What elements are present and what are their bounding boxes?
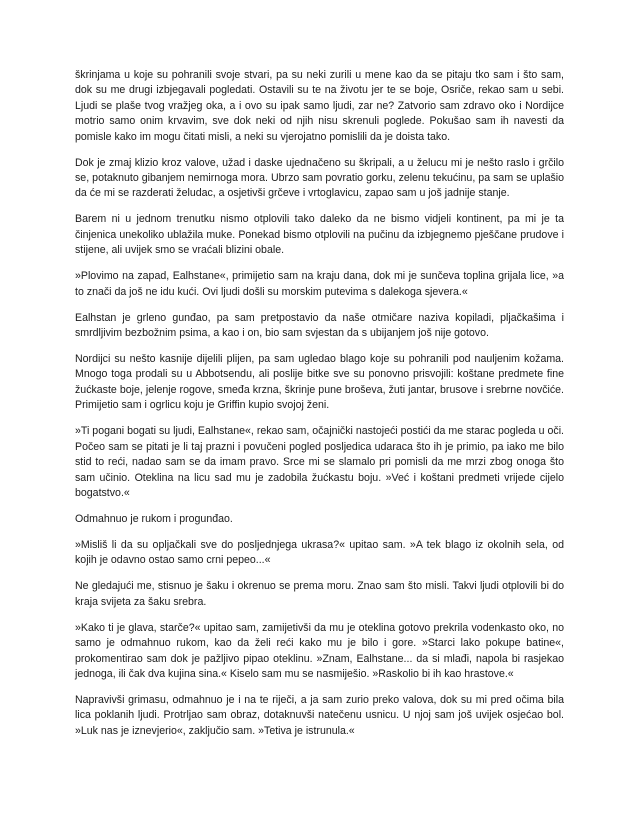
paragraph: Dok je zmaj klizio kroz valove, užad i daske ujednačeno su škripali, a u želucu mi je nešto raslo i grčilo se, potaknuto gibanjem nemirnoga mora. Ubrzo sam povratio gorku, zelenu tekućinu, pa sam se uplašio da će mi se razderati želudac, a osjetivši grčeve i vrtoglavicu, zapao sam u još jadnije stanje.	[75, 156, 564, 200]
document-page	[75, 68, 564, 750]
paragraph: Ealhstan je grleno gunđao, pa sam pretpostavio da naše otmičare naziva kopiladi, pljačkašima i smrdljivim bezbožnim psima, a kao i on, bio sam svjestan da s ubijanjem još nije gotovo.	[75, 311, 564, 340]
paragraph: Nordijci su nešto kasnije dijelili plijen, pa sam ugledao blago koje su pohranili pod nauljenim kožama. Mnogo toga prodali su u Abbotsendu, ali poslije bitke sve su ponovno prisvojili: koštane predmete fine žućkaste boje, jelenje rogove, smeđa krzna, škrinje pune broševa, žuti jantar, brusove i srebrne novčiće. Primijetio sam i ogrlicu koju je Griffin kupio svojoj ženi.	[75, 353, 564, 412]
paragraph: Ne gledajući me, stisnuo je šaku i okrenuo se prema moru. Znao sam što misli. Takvi ljudi otplovili bi do kraja svijeta za šaku srebra.	[75, 580, 564, 608]
paragraph: škrinjama u koje su pohranili svoje stvari, pa su neki zurili u mene kao da se pitaju tko sam i što sam, dok su me drugi izbjegavali pogledati. Ostavili su te na životu jer te se boje, Osriče, rekao sam u sebi. Ljudi se plaše tvog vražjeg oka, a i ovo su ipak samo ljudi, zar ne? Zatvorio sam zdravo oko i Nordijce motrio samo onim krvavim, sve dok neki od njih nisu skrenuli poglede. Pokušao sam ih navesti da pomisle kako im mogu čitati misli, a neki su vjerojatno pomislili da je doista tako.	[75, 69, 564, 143]
paragraph: Odmahnuo je rukom i progunđao.	[75, 512, 233, 525]
paragraph: »Kako ti je glava, starče?« upitao sam, zamijetivši da mu je oteklina gotovo prekrila vodenkasto oko, no samo je odmahnuo rukom, kao da želi reći kako mu je bilo i gore. »Starci lako pokupe batine«, prokomentirao sam dok je pažljivo pipao oteklinu. »Znam, Ealhstane... da si mlađi, napola bi rasjekao jednoga, ili čak dva kujina sina.« Kiselo sam mu se nasmiješio. »Raskolio bi ih kao hrastove.«	[75, 621, 564, 680]
paragraph: »Misliš li da su opljačkali sve do posljednjega ukrasa?« upitao sam. »A tek blago iz okolnih sela, od kojih je odavno ostao samo crni pepeo...«	[75, 538, 564, 567]
paragraph: Napravivši grimasu, odmahnuo je i na te riječi, a ja sam zurio preko valova, dok su mi pred očima bila lica poklanih ljudi. Protrljao sam obraz, dotaknuvši natečenu usnicu. U njoj sam još uvijek osjećao bol. »Luk nas je iznevjerio«, zaključio sam. »Tetiva je istrunula.«	[75, 693, 564, 737]
paragraph: »Ti pogani bogati su ljudi, Ealhstane«, rekao sam, očajnički nastojeći postići da me starac pogleda u oči. Počeo sam se pitati je li taj prazni i povučeni pogled posljedica udaraca što ih je primio, pa iako me bilo stid to reći, nadao sam se da imam pravo. Srce mi se slamalo pri pomisli da me mrzi zbog onoga što sam učinio. Oteklina na licu sad mu je zadobila žućkastu boju. »Već i koštani predmeti vrijede cijelo bogatstvo.«	[75, 425, 564, 499]
paragraph: »Plovimo na zapad, Ealhstane«, primijetio sam na kraju dana, dok mi je sunčeva toplina grijala lice, »a to znači da još ne idu kući. Ovi ljudi došli su morskim putevima s dalekoga sjevera.«	[75, 270, 564, 298]
paragraph: Barem ni u jednom trenutku nismo otplovili tako daleko da ne bismo vidjeli kontinent, pa mi je ta činjenica unekoliko ublažila muke. Ponekad bismo otplovili na pučinu da izbjegnemo pješčane prudove i stijene, ali uvijek smo se vraćali blizini obale.	[75, 213, 564, 257]
